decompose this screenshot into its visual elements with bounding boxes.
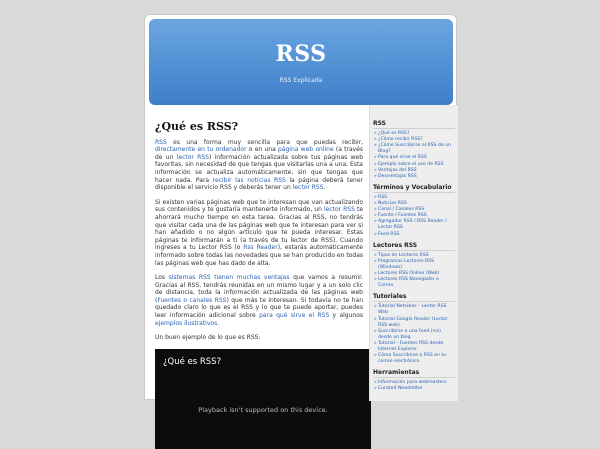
sidebar-link[interactable]: Ejemplo sobre el uso de RSS [378, 161, 444, 167]
sidebar-widget [370, 370, 458, 392]
sidebar-link[interactable]: Cómo Suscribirse a RSS en tu correo electrónico [378, 353, 447, 365]
sidebar-widget [370, 121, 458, 180]
sidebar-link[interactable]: Tipos de Lectores RSS [378, 252, 429, 258]
sidebar-link[interactable]: Curated Newsletter [378, 386, 423, 392]
sidebar-link-item [378, 232, 455, 238]
post-text: Los [155, 274, 169, 282]
sidebar-link[interactable]: Tutorial Google Reader (Lector RSS web) [378, 316, 448, 328]
post-link[interactable]: para qué sirve el RSS [259, 312, 330, 320]
post-title[interactable]: ¿Qué es RSS? [155, 120, 239, 133]
sidebar-link-item [378, 386, 455, 392]
sidebar-link[interactable]: Desventajas RSS [378, 173, 417, 179]
post-link[interactable]: Fuentes o canales RSS [157, 296, 227, 304]
sidebar-link[interactable]: Tutorial Netvibes – Lector RSS Web [378, 304, 447, 316]
post-text: que vamos a resumir. Gracias al RSS, tendrás reunidas en un mismo lugar y a un solo clic de distancia, toda la información actualizada de las páginas web ( [155, 274, 363, 304]
sidebar-widget [370, 294, 458, 365]
post-link[interactable]: directamente en tu ordenador [155, 146, 247, 154]
post-text: ), estarás automáticamente informado sobre todas las novedades que se han producido en todas las páginas web que has dado de alta. [155, 244, 364, 267]
sidebar-link[interactable]: Para qué sirve el RSS [378, 155, 427, 161]
post-link[interactable]: lector RSS [323, 206, 355, 214]
sidebar-link-item [378, 174, 455, 180]
sidebar-link-list [373, 131, 455, 180]
post-text: Si existen varias páginas web que te interesan que van actualizando sus contenidos y te gustaría mantenerte informado, un [155, 198, 363, 214]
video-playback-message: Playback isn't supported on this device. [198, 405, 328, 414]
sidebar-widget [370, 243, 458, 290]
sidebar-link-item [378, 143, 455, 155]
video-title[interactable]: ¿Qué es RSS? [163, 356, 222, 367]
blog-title[interactable]: RSS [275, 41, 327, 67]
blog-description: RSS Explicada [279, 77, 323, 84]
sidebar-widget-title: Lectores RSS [373, 243, 455, 251]
sidebar-link[interactable]: ¿Cómo Suscribirse al RSS de un Blog? [378, 143, 451, 155]
sidebar-link-item [378, 353, 455, 365]
post-paragraph-3 [155, 274, 363, 327]
sidebar-link[interactable]: Agregador RSS / RSS Reader / Lector RSS [378, 219, 447, 231]
sidebar-link-item [378, 317, 455, 329]
post-link[interactable]: página web online [278, 146, 334, 154]
sidebar-link-list [373, 195, 455, 238]
sidebar-widget-title: Herramientas [373, 370, 455, 378]
sidebar-link[interactable]: Programas Lectores RSS (Windows) [378, 258, 434, 270]
post-text: . [217, 319, 220, 327]
post-text: ) información actualizada sobre tus páginas web favoritas, sin necesidad de que tengas que visitarlas una a una. Esta información se actualiza automáticamente, sin que tengas que hacer nada. Para [155, 153, 364, 184]
sidebar-link-item [378, 304, 455, 316]
post-text: y algunos [329, 312, 364, 320]
video-player[interactable] [155, 349, 371, 449]
sidebar-link[interactable]: Lectores RSS Navegador o Correo [378, 277, 439, 289]
sidebar [369, 105, 458, 401]
sidebar-link-item [378, 277, 455, 289]
sidebar-link[interactable]: Canal / Canales RSS [378, 207, 425, 213]
sidebar-link-item [378, 329, 455, 341]
sidebar-widget-title: RSS [373, 121, 455, 129]
sidebar-link[interactable]: Tutorial - Fuentes RSS desde Internet Explorer [378, 340, 444, 352]
sidebar-link-list [373, 380, 455, 392]
post-link[interactable]: Rss Reader [243, 244, 278, 252]
sidebar-link-item [378, 341, 455, 353]
post-paragraph-4: Un buen ejemplo de lo que es RSS: [155, 334, 261, 342]
sidebar-link[interactable]: ¿Cómo recibir RSS? [378, 137, 423, 143]
sidebar-link[interactable]: Lectores RSS Online (Web) [378, 270, 440, 276]
post-text: te ahorrará mucho tiempo en esta tarea. Gracias al RSS, no tendrás que visitar cada una de las páginas web que te interesan para ver si han añadido o no algún artículo que te pueda interesar. Estas páginas te informarán a ti (a través de tu lector de RSS). Cuando ingreses a tu Lector RSS (o [155, 206, 364, 252]
sidebar-link-list [373, 253, 455, 290]
post-text: o en una [246, 146, 278, 154]
sidebar-widget-title: Tutoriales [373, 294, 455, 302]
sidebar-link-list [373, 304, 455, 365]
post-link[interactable]: RSS [155, 138, 167, 146]
post-paragraph-2 [155, 199, 363, 267]
post-text: (a través de un [155, 146, 364, 161]
sidebar-link[interactable]: Suscribirse a una feed (rss) desde un blog [378, 328, 441, 340]
blog-header [149, 19, 453, 105]
sidebar-link[interactable]: RSS [378, 194, 388, 200]
sidebar-widget [370, 185, 458, 238]
post-link[interactable]: lector RSS [176, 153, 209, 161]
post-text: la página deberá tener disponible el servicio RSS y deberás tener un [155, 176, 363, 192]
sidebar-link[interactable]: Información para webmasters [378, 380, 447, 386]
blog-page [144, 14, 457, 414]
sidebar-link[interactable]: Feed RSS [378, 231, 400, 237]
post-link[interactable]: recibir las noticias RSS [212, 176, 286, 184]
sidebar-link-item [378, 219, 455, 231]
post-paragraph-1 [155, 139, 363, 192]
sidebar-link[interactable]: ¿Qué es RSS? [378, 131, 410, 137]
post-text: . [323, 184, 326, 192]
sidebar-link[interactable]: Noticias RSS [378, 201, 407, 207]
sidebar-link-item [378, 259, 455, 271]
sidebar-link[interactable]: Ventajas del RSS [378, 167, 417, 173]
sidebar-link[interactable]: Fuente / Fuentes RSS [378, 213, 427, 219]
post-link[interactable]: sistemas RSS tienen muchas ventajas [168, 274, 290, 282]
post-link[interactable]: ejemplos ilustrativos [155, 319, 218, 327]
post-link[interactable]: lector RSS [292, 184, 324, 192]
sidebar-widget-title: Términos y Vocabulario [373, 185, 455, 193]
post-text: ) que más te interesan. Si todavía no te han quedado claro lo que es el RSS y lo que te puede aportar, puedes leer información adicional sobre [155, 296, 363, 320]
post-text: es una forma muy sencilla para que puedas recibir, [166, 138, 363, 146]
post-content [155, 120, 364, 449]
